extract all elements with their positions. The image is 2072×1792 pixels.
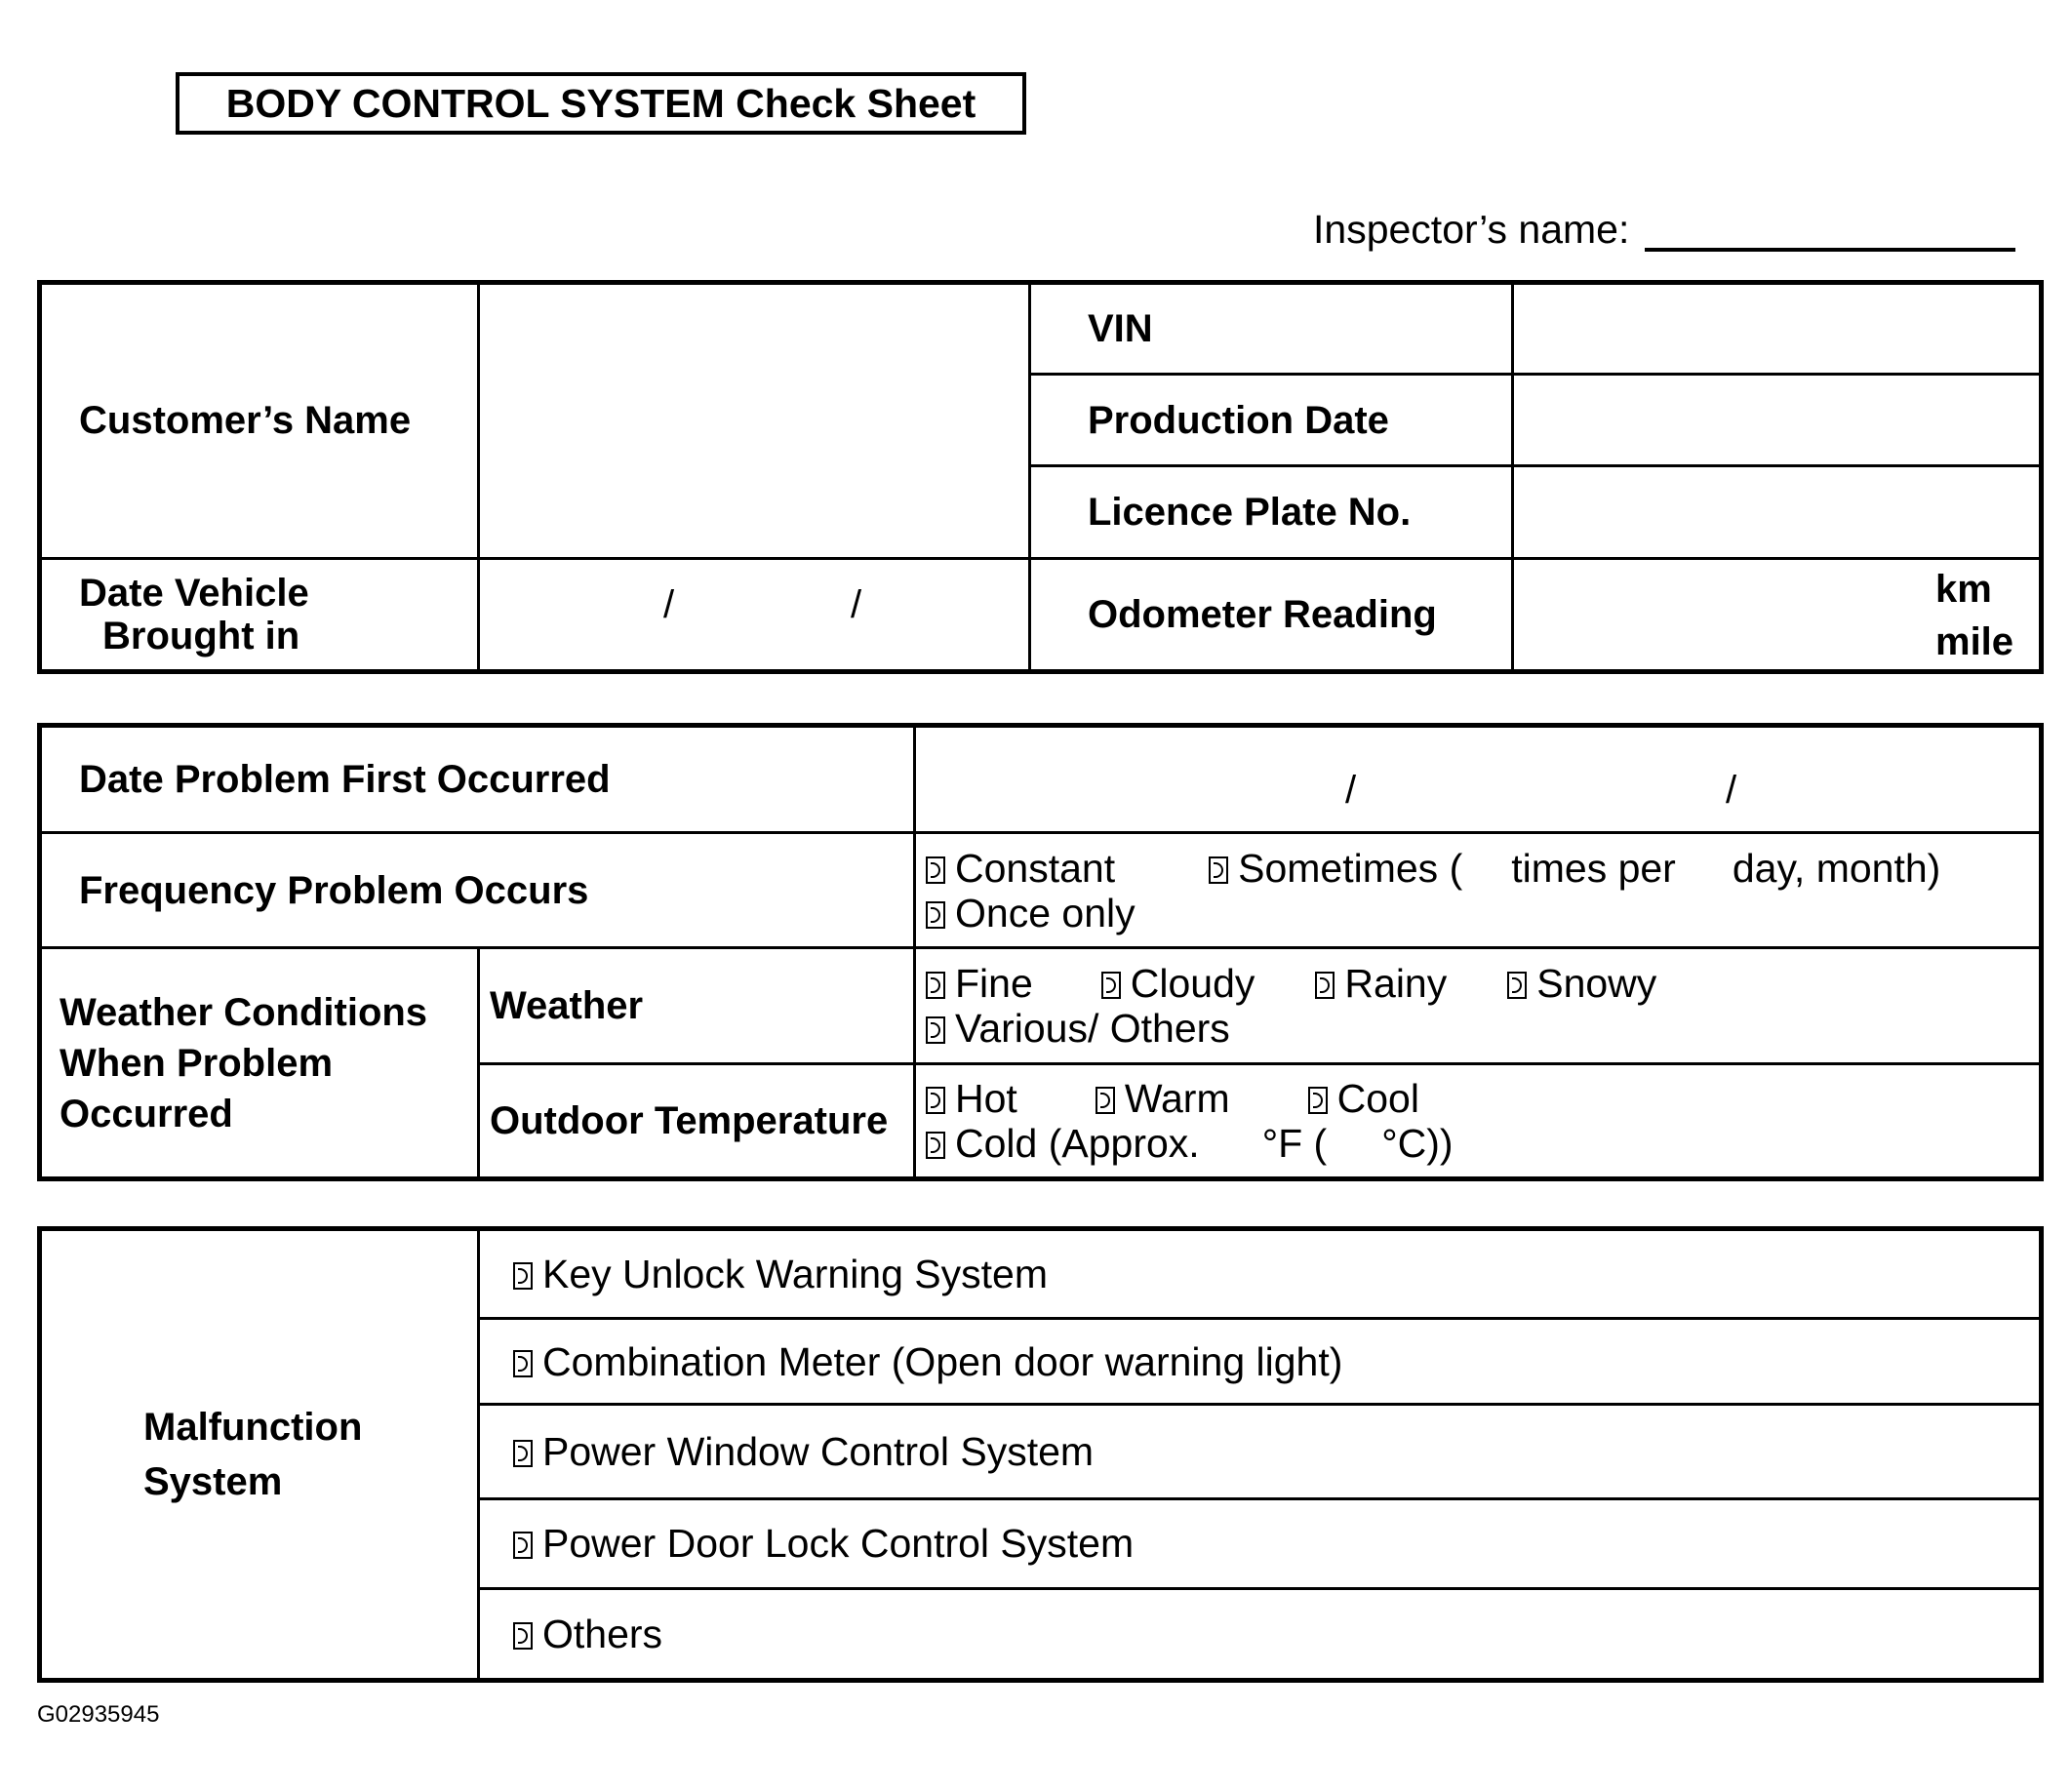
malfunction-item-label: Power Window Control System: [542, 1428, 1095, 1474]
inspector-name-label: Inspector’s name:: [1313, 207, 1630, 252]
weather-option-label: Snowy: [1536, 961, 1657, 1007]
licence-plate-label-cell: [1030, 466, 1513, 558]
temperature-hot-option[interactable]: [926, 1076, 1017, 1121]
inspector-name-field[interactable]: [1645, 248, 2015, 252]
unit-mile: mile: [1935, 619, 2014, 663]
checkbox-icon[interactable]: [513, 1440, 533, 1467]
malfunction-item[interactable]: [479, 1588, 2042, 1680]
weather-group-label-cell: [40, 948, 479, 1179]
malfunction-item-label: Others: [542, 1611, 663, 1656]
weather-label-cell: [479, 948, 915, 1063]
checkbox-icon[interactable]: [926, 972, 945, 999]
checkbox-icon[interactable]: [926, 1016, 945, 1044]
temperature-option-label: Cool: [1336, 1075, 1419, 1121]
malfunction-system-table: [37, 1226, 2044, 1683]
weather-option-label: Fine: [955, 961, 1033, 1007]
weather-snowy-option[interactable]: [1507, 961, 1656, 1006]
malfunction-item[interactable]: [479, 1229, 2042, 1319]
frequency-once-only-option[interactable]: [926, 891, 1136, 936]
customer-name-field[interactable]: [479, 283, 1030, 559]
frequency-sometimes-option[interactable]: [1209, 846, 1462, 891]
malfunction-label-line2: System: [143, 1460, 283, 1503]
malfunction-item[interactable]: [479, 1498, 2042, 1588]
malfunction-item[interactable]: [479, 1319, 2042, 1405]
date-first-occurred-label: Date Problem First Occurred: [79, 758, 611, 802]
problem-conditions-table: [37, 723, 2044, 1181]
weather-group-label-line2: When Problem: [60, 1041, 334, 1085]
checkbox-icon[interactable]: [1101, 972, 1121, 999]
production-date-label: Production Date: [1088, 398, 1389, 442]
frequency-constant-label: Constant: [955, 845, 1116, 891]
frequency-label: Frequency Problem Occurs: [79, 868, 589, 912]
malfunction-item-label: Combination Meter (Open door warning light): [542, 1338, 1343, 1384]
frequency-period-label: day, month): [1732, 845, 1941, 891]
temperature-label: Outdoor Temperature: [490, 1098, 889, 1142]
temperature-option-label: Hot: [955, 1075, 1017, 1121]
vin-label: VIN: [1088, 307, 1153, 351]
checkbox-icon[interactable]: [926, 1132, 945, 1159]
odometer-field[interactable]: [1513, 558, 2042, 671]
odometer-label-cell: [1030, 558, 1513, 671]
malfunction-item-label: Key Unlock Warning System: [542, 1252, 1048, 1297]
frequency-times-per-label: times per: [1511, 845, 1676, 891]
malfunction-item[interactable]: [479, 1405, 2042, 1498]
date-first-occurred-field[interactable]: [915, 726, 2042, 833]
weather-group-label-line1: Weather Conditions: [60, 990, 428, 1034]
date-first-occurred-label-cell: [40, 726, 915, 833]
temperature-cold-option[interactable]: [926, 1121, 1200, 1166]
checkbox-icon[interactable]: [926, 1087, 945, 1114]
frequency-sometimes-label: Sometimes (: [1238, 845, 1463, 891]
customer-name-label: Customer’s Name: [79, 399, 412, 443]
frequency-label-cell: [40, 833, 915, 948]
frequency-options-cell: [915, 833, 2042, 948]
date-brought-in-label-cell: [40, 558, 479, 671]
date-separator: /: [1726, 769, 1737, 812]
checkbox-icon[interactable]: [1209, 856, 1228, 884]
weather-fine-option[interactable]: [926, 961, 1033, 1006]
checkbox-icon[interactable]: [1507, 972, 1527, 999]
weather-option-label: Rainy: [1344, 961, 1448, 1007]
checkbox-icon[interactable]: [513, 1532, 533, 1559]
weather-group-label-line3: Occurred: [60, 1092, 233, 1135]
temperature-option-label: Warm: [1124, 1075, 1230, 1121]
weather-options-cell: [915, 948, 2042, 1063]
date-separator: /: [1345, 769, 1357, 812]
malfunction-label-line1: Malfunction: [143, 1406, 363, 1449]
temperature-label-cell: [479, 1063, 915, 1178]
weather-rainy-option[interactable]: [1315, 961, 1447, 1006]
date-separator: /: [851, 582, 862, 626]
checkbox-icon[interactable]: [1315, 972, 1335, 999]
date-brought-in-field[interactable]: [479, 558, 1030, 671]
checkbox-icon[interactable]: [513, 1622, 533, 1650]
checkbox-icon[interactable]: [1308, 1087, 1328, 1114]
production-date-label-cell: [1030, 375, 1513, 466]
temperature-cool-option[interactable]: [1308, 1076, 1419, 1121]
temperature-unit-f: °F (: [1261, 1120, 1328, 1166]
weather-various-option[interactable]: [926, 1006, 1230, 1051]
date-brought-in-label-line1: Date Vehicle: [79, 571, 309, 615]
temperature-unit-c: °C)): [1381, 1120, 1454, 1166]
weather-cloudy-option[interactable]: [1101, 961, 1255, 1006]
licence-plate-field[interactable]: [1513, 466, 2042, 558]
checkbox-icon[interactable]: [513, 1262, 533, 1290]
page-title: BODY CONTROL SYSTEM Check Sheet: [176, 72, 1026, 135]
production-date-field[interactable]: [1513, 375, 2042, 466]
checkbox-icon[interactable]: [1096, 1087, 1115, 1114]
customer-name-label-cell: [40, 283, 479, 559]
frequency-constant-option[interactable]: [926, 846, 1115, 891]
checkbox-icon[interactable]: [926, 856, 945, 884]
vehicle-info-table: [37, 280, 2044, 674]
malfunction-label-cell: [40, 1229, 479, 1681]
temperature-options-cell: [915, 1063, 2042, 1178]
figure-code: G02935945: [37, 1701, 160, 1728]
licence-plate-label: Licence Plate No.: [1088, 491, 1412, 535]
checkbox-icon[interactable]: [513, 1350, 533, 1377]
vin-label-cell: [1030, 283, 1513, 375]
temperature-option-label: Cold (Approx.: [955, 1120, 1200, 1166]
odometer-label: Odometer Reading: [1088, 592, 1437, 636]
frequency-once-only-label: Once only: [955, 890, 1136, 936]
temperature-warm-option[interactable]: [1096, 1076, 1230, 1121]
unit-km: km: [1935, 567, 1992, 611]
date-separator: /: [663, 582, 675, 626]
vin-field[interactable]: [1513, 283, 2042, 375]
date-brought-in-label-line2: Brought in: [102, 614, 300, 657]
weather-option-label: Various/ Others: [955, 1006, 1230, 1052]
weather-option-label: Cloudy: [1130, 961, 1255, 1007]
weather-label: Weather: [490, 984, 644, 1028]
malfunction-item-label: Power Door Lock Control System: [542, 1521, 1135, 1567]
checkbox-icon[interactable]: [926, 901, 945, 929]
